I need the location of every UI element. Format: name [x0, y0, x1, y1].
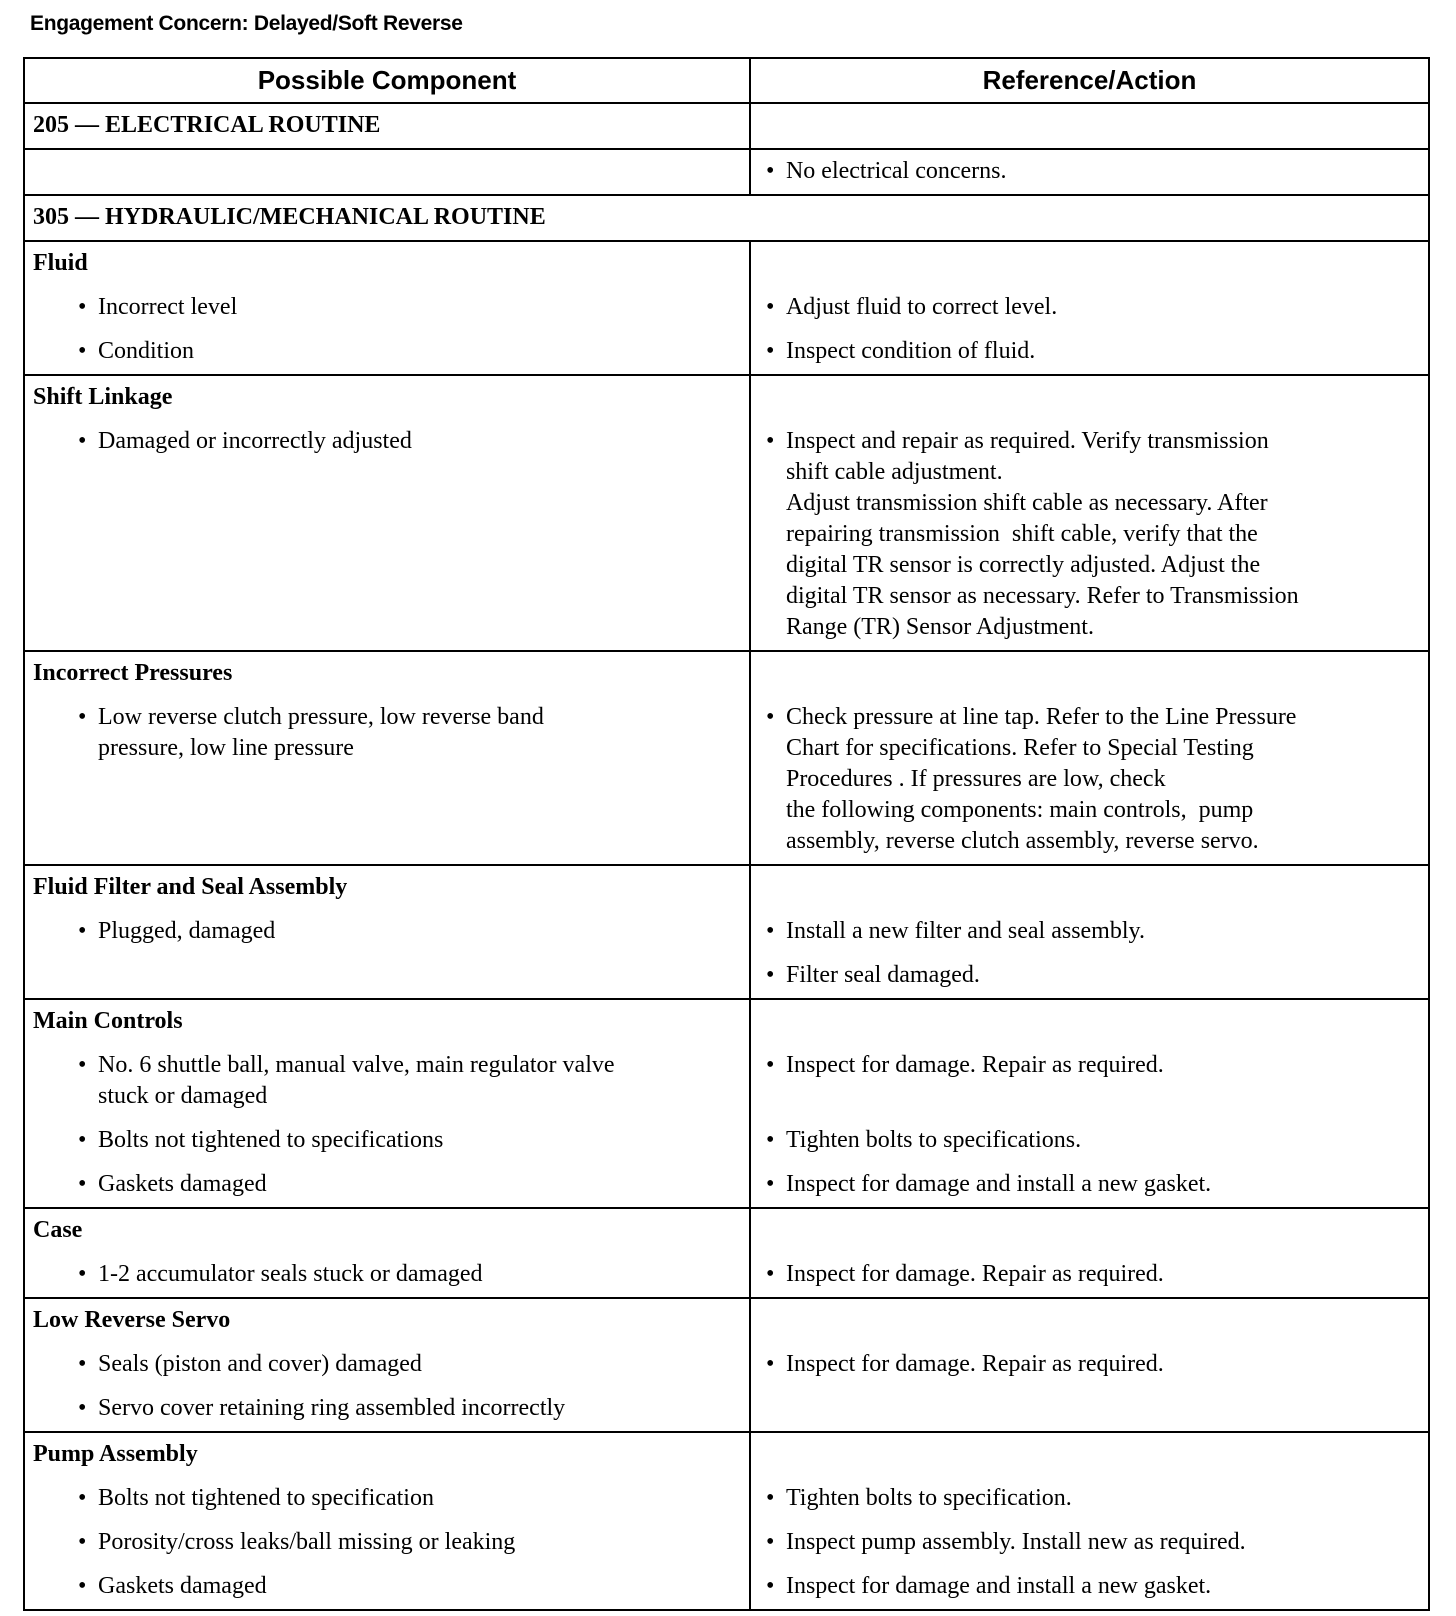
section-heading: Low Reverse Servo — [33, 1307, 231, 1333]
component-item-content — [78, 702, 749, 764]
action-item-content — [766, 1050, 1428, 1081]
bullet-icon: • — [78, 1485, 87, 1511]
bullet-icon: • — [78, 1351, 87, 1377]
bullet-icon: • — [765, 704, 775, 730]
action-item-content — [766, 336, 1428, 367]
action-cell — [750, 286, 1429, 330]
component-item — [25, 1119, 749, 1163]
component-item — [25, 910, 749, 954]
component-item — [25, 1163, 749, 1207]
action-item-content — [766, 1527, 1428, 1558]
component-item-content — [78, 336, 749, 367]
component-item-content — [78, 1571, 749, 1602]
bullet-icon: • — [78, 1529, 87, 1555]
component-cell — [24, 330, 750, 375]
table-row — [24, 1119, 1429, 1163]
component-item-content — [78, 1259, 749, 1290]
action-cell — [750, 330, 1429, 375]
component-cell — [24, 1565, 750, 1610]
action-item — [751, 1253, 1428, 1297]
bullet-icon: • — [765, 158, 775, 184]
bullet-icon: • — [765, 338, 775, 364]
action-item — [751, 150, 1428, 194]
section-heading-cell — [24, 651, 750, 696]
component-item-content — [78, 1169, 749, 1200]
component-cell — [24, 1119, 750, 1163]
bullet-icon: • — [78, 918, 87, 944]
action-cell — [750, 420, 1429, 651]
section-heading-cell — [24, 103, 750, 149]
component-item-text: Plugged, damaged — [98, 918, 276, 944]
action-item-text: Install a new filter and seal assembly. — [785, 918, 1145, 944]
component-cell — [24, 954, 750, 999]
component-item — [25, 1253, 749, 1297]
section-heading-cell — [24, 195, 1429, 241]
action-cell — [750, 1565, 1429, 1610]
section-heading: 305 — HYDRAULIC/MECHANICAL ROUTINE — [33, 204, 546, 230]
section-heading-cell — [24, 1208, 750, 1253]
component-item-text: Damaged or incorrectly adjusted — [98, 428, 412, 454]
table-header-row — [24, 58, 1429, 103]
component-cell — [24, 1343, 750, 1387]
bullet-icon: • — [78, 1127, 87, 1153]
action-item — [751, 1119, 1428, 1163]
bullet-icon: • — [765, 428, 775, 454]
bullet-icon: • — [78, 704, 87, 730]
action-item-text: Tighten bolts to specification. — [785, 1485, 1072, 1511]
table-row — [24, 1521, 1429, 1565]
action-item-text: Inspect for damage. Repair as required. — [785, 1351, 1164, 1377]
action-item-content — [766, 156, 1428, 187]
component-cell — [24, 1387, 750, 1432]
section-heading-row — [24, 103, 1429, 149]
action-cell — [750, 149, 1429, 195]
table-row — [24, 1253, 1429, 1298]
action-item — [751, 954, 1428, 998]
bullet-icon: • — [765, 1127, 775, 1153]
component-item-text: 1-2 accumulator seals stuck or damaged — [98, 1261, 483, 1287]
component-cell — [24, 910, 750, 954]
action-item-content — [766, 960, 1428, 991]
table-row — [24, 954, 1429, 999]
bullet-icon: • — [765, 1573, 775, 1599]
bullet-icon: • — [78, 428, 87, 454]
table-body — [24, 103, 1429, 1610]
action-item-content — [766, 1571, 1428, 1602]
table-row — [24, 1343, 1429, 1387]
component-item-text: Incorrect level — [98, 294, 238, 320]
action-item — [751, 1477, 1428, 1521]
action-item-text: Tighten bolts to specifications. — [785, 1127, 1082, 1153]
section-heading-row — [24, 241, 1429, 286]
action-item — [751, 1565, 1428, 1609]
component-item — [25, 330, 749, 374]
action-item — [751, 1163, 1428, 1207]
action-item-text: Inspect for damage. Repair as required. — [785, 1052, 1164, 1078]
section-heading-row — [24, 1298, 1429, 1343]
component-cell — [24, 1521, 750, 1565]
component-item-text: Gaskets damaged — [98, 1573, 267, 1599]
component-item-content — [78, 426, 749, 457]
column-header-action: Reference/Action — [750, 58, 1429, 103]
action-item-text: Inspect for damage and install a new gasket. — [785, 1171, 1212, 1197]
bullet-icon: • — [765, 1485, 775, 1511]
component-item-text: Bolts not tightened to specifications — [98, 1127, 444, 1153]
column-header-component: Possible Component — [24, 58, 750, 103]
action-cell — [750, 696, 1429, 865]
bullet-icon: • — [78, 294, 87, 320]
action-cell — [750, 1343, 1429, 1387]
page-title: Engagement Concern: Delayed/Soft Reverse — [30, 12, 463, 35]
component-item — [25, 286, 749, 330]
action-item-text: Inspect and repair as required. Verify transmission shift cable adjustment. Adjust transmission shift cable as necessary. After repairing transmission shift cable, verify that the digital TR sensor is correctly adjusted. Adjust the digital TR sensor as necessary. Refer to Transmission Range (TR) Sensor Adjustment. — [785, 428, 1299, 640]
bullet-icon: • — [765, 1529, 775, 1555]
component-item-content — [78, 1125, 749, 1156]
bullet-icon: • — [765, 294, 775, 320]
component-item-text: Servo cover retaining ring assembled incorrectly — [98, 1395, 566, 1421]
section-heading: Pump Assembly — [33, 1441, 198, 1467]
section-heading-row — [24, 1432, 1429, 1477]
component-item-content — [78, 1050, 749, 1112]
action-cell — [750, 1163, 1429, 1208]
section-heading: Fluid — [33, 250, 88, 276]
section-heading: Shift Linkage — [33, 384, 173, 410]
empty-action-cell — [750, 241, 1429, 286]
bullet-icon: • — [78, 1573, 87, 1599]
action-item — [751, 696, 1428, 864]
action-cell — [750, 1044, 1429, 1119]
action-item-content — [766, 1259, 1428, 1290]
section-heading-cell — [24, 999, 750, 1044]
component-item — [25, 1387, 749, 1431]
action-cell — [750, 910, 1429, 954]
component-item-content — [78, 1393, 749, 1424]
table-row — [24, 286, 1429, 330]
section-heading-row — [24, 195, 1429, 241]
bullet-icon: • — [78, 1171, 87, 1197]
section-heading-row — [24, 375, 1429, 420]
section-heading-cell — [24, 1298, 750, 1343]
table-row — [24, 1387, 1429, 1432]
action-item-text: Filter seal damaged. — [785, 962, 980, 988]
empty-action-cell — [750, 999, 1429, 1044]
action-item — [751, 1521, 1428, 1565]
action-item-text: No electrical concerns. — [785, 158, 1007, 184]
section-heading: Incorrect Pressures — [33, 660, 233, 686]
section-heading: Main Controls — [33, 1008, 183, 1034]
action-item-content — [766, 916, 1428, 947]
component-item — [25, 954, 749, 998]
section-heading: Fluid Filter and Seal Assembly — [33, 874, 348, 900]
component-item-text: Porosity/cross leaks/ball missing or leaking — [98, 1529, 516, 1555]
action-item-text: Inspect for damage. Repair as required. — [785, 1261, 1164, 1287]
action-cell — [750, 1521, 1429, 1565]
action-item-content — [766, 1125, 1428, 1156]
empty-action-cell — [750, 865, 1429, 910]
table-row — [24, 1044, 1429, 1119]
section-heading-cell — [24, 865, 750, 910]
component-item — [25, 696, 749, 771]
component-cell — [24, 1163, 750, 1208]
component-cell — [24, 149, 750, 195]
component-item-content — [78, 292, 749, 323]
component-item-text: Bolts not tightened to specification — [98, 1485, 434, 1511]
component-cell — [24, 1253, 750, 1298]
bullet-icon: • — [78, 1395, 87, 1421]
empty-action-cell — [750, 1298, 1429, 1343]
component-cell — [24, 1477, 750, 1521]
table-row — [24, 696, 1429, 865]
bullet-icon: • — [765, 1261, 775, 1287]
section-heading-cell — [24, 375, 750, 420]
table-row — [24, 330, 1429, 375]
action-item-text: Check pressure at line tap. Refer to the Line Pressure Chart for specifications. Refer to Special Testing Procedures . If pressures are low, check the following components: main controls, pump assembly, reverse clutch assembly, reverse servo. — [785, 704, 1297, 854]
action-item-text: Inspect condition of fluid. — [785, 338, 1036, 364]
table-row — [24, 149, 1429, 195]
component-item-text: No. 6 shuttle ball, manual valve, main regulator valve stuck or damaged — [98, 1052, 615, 1109]
section-heading-row — [24, 999, 1429, 1044]
action-item-content — [766, 1483, 1428, 1514]
bullet-icon: • — [765, 1052, 775, 1078]
component-item-content — [78, 916, 749, 947]
action-item-content — [766, 292, 1428, 323]
empty-action-cell — [750, 1208, 1429, 1253]
section-heading-row — [24, 865, 1429, 910]
section-heading-cell — [24, 1432, 750, 1477]
table-row — [24, 1565, 1429, 1610]
component-item — [25, 1477, 749, 1521]
component-item-text: Low reverse clutch pressure, low reverse band pressure, low line pressure — [98, 704, 544, 761]
component-item-text: Seals (piston and cover) damaged — [98, 1351, 422, 1377]
component-item — [25, 420, 749, 464]
component-item — [25, 1521, 749, 1565]
action-item-content — [766, 1169, 1428, 1200]
table-row — [24, 910, 1429, 954]
component-item-text: Condition — [98, 338, 195, 364]
component-item — [25, 150, 749, 194]
component-item — [25, 1044, 749, 1119]
action-item-text: Inspect pump assembly. Install new as required. — [785, 1529, 1246, 1555]
action-cell — [750, 1119, 1429, 1163]
bullet-icon: • — [765, 1171, 775, 1197]
bullet-icon: • — [78, 1052, 87, 1078]
empty-action-cell — [750, 651, 1429, 696]
component-item — [25, 1565, 749, 1609]
table-row — [24, 1163, 1429, 1208]
action-item — [751, 910, 1428, 954]
component-item — [25, 1343, 749, 1387]
bullet-icon: • — [765, 918, 775, 944]
component-cell — [24, 1044, 750, 1119]
section-heading-row — [24, 1208, 1429, 1253]
empty-action-cell — [750, 375, 1429, 420]
action-item — [751, 286, 1428, 330]
component-cell — [24, 420, 750, 651]
action-item — [751, 330, 1428, 374]
action-item — [751, 1044, 1428, 1088]
bullet-icon: • — [765, 1351, 775, 1377]
action-item — [751, 420, 1428, 650]
component-item-content — [78, 1349, 749, 1380]
action-cell — [750, 1387, 1429, 1432]
table-row — [24, 420, 1429, 651]
action-cell — [750, 1477, 1429, 1521]
section-heading: 205 — ELECTRICAL ROUTINE — [33, 112, 381, 138]
empty-action-cell — [750, 103, 1429, 149]
action-item — [751, 1387, 1428, 1431]
component-item-text: Gaskets damaged — [98, 1171, 267, 1197]
component-item-content — [78, 1483, 749, 1514]
action-item — [751, 1343, 1428, 1387]
action-item-content — [766, 426, 1428, 643]
empty-action-cell — [750, 1432, 1429, 1477]
diagnostic-table — [23, 57, 1430, 1611]
table-row — [24, 1477, 1429, 1521]
section-heading-cell — [24, 241, 750, 286]
component-cell — [24, 286, 750, 330]
action-item-content — [766, 1349, 1428, 1380]
action-item-text: Adjust fluid to correct level. — [785, 294, 1058, 320]
action-item-text: Inspect for damage and install a new gasket. — [785, 1573, 1212, 1599]
action-cell — [750, 1253, 1429, 1298]
section-heading: Case — [33, 1217, 83, 1243]
section-heading-row — [24, 651, 1429, 696]
action-item-content — [766, 702, 1428, 857]
component-item-content — [78, 1527, 749, 1558]
action-cell — [750, 954, 1429, 999]
bullet-icon: • — [78, 1261, 87, 1287]
bullet-icon: • — [78, 338, 87, 364]
bullet-icon: • — [765, 962, 775, 988]
component-cell — [24, 696, 750, 865]
